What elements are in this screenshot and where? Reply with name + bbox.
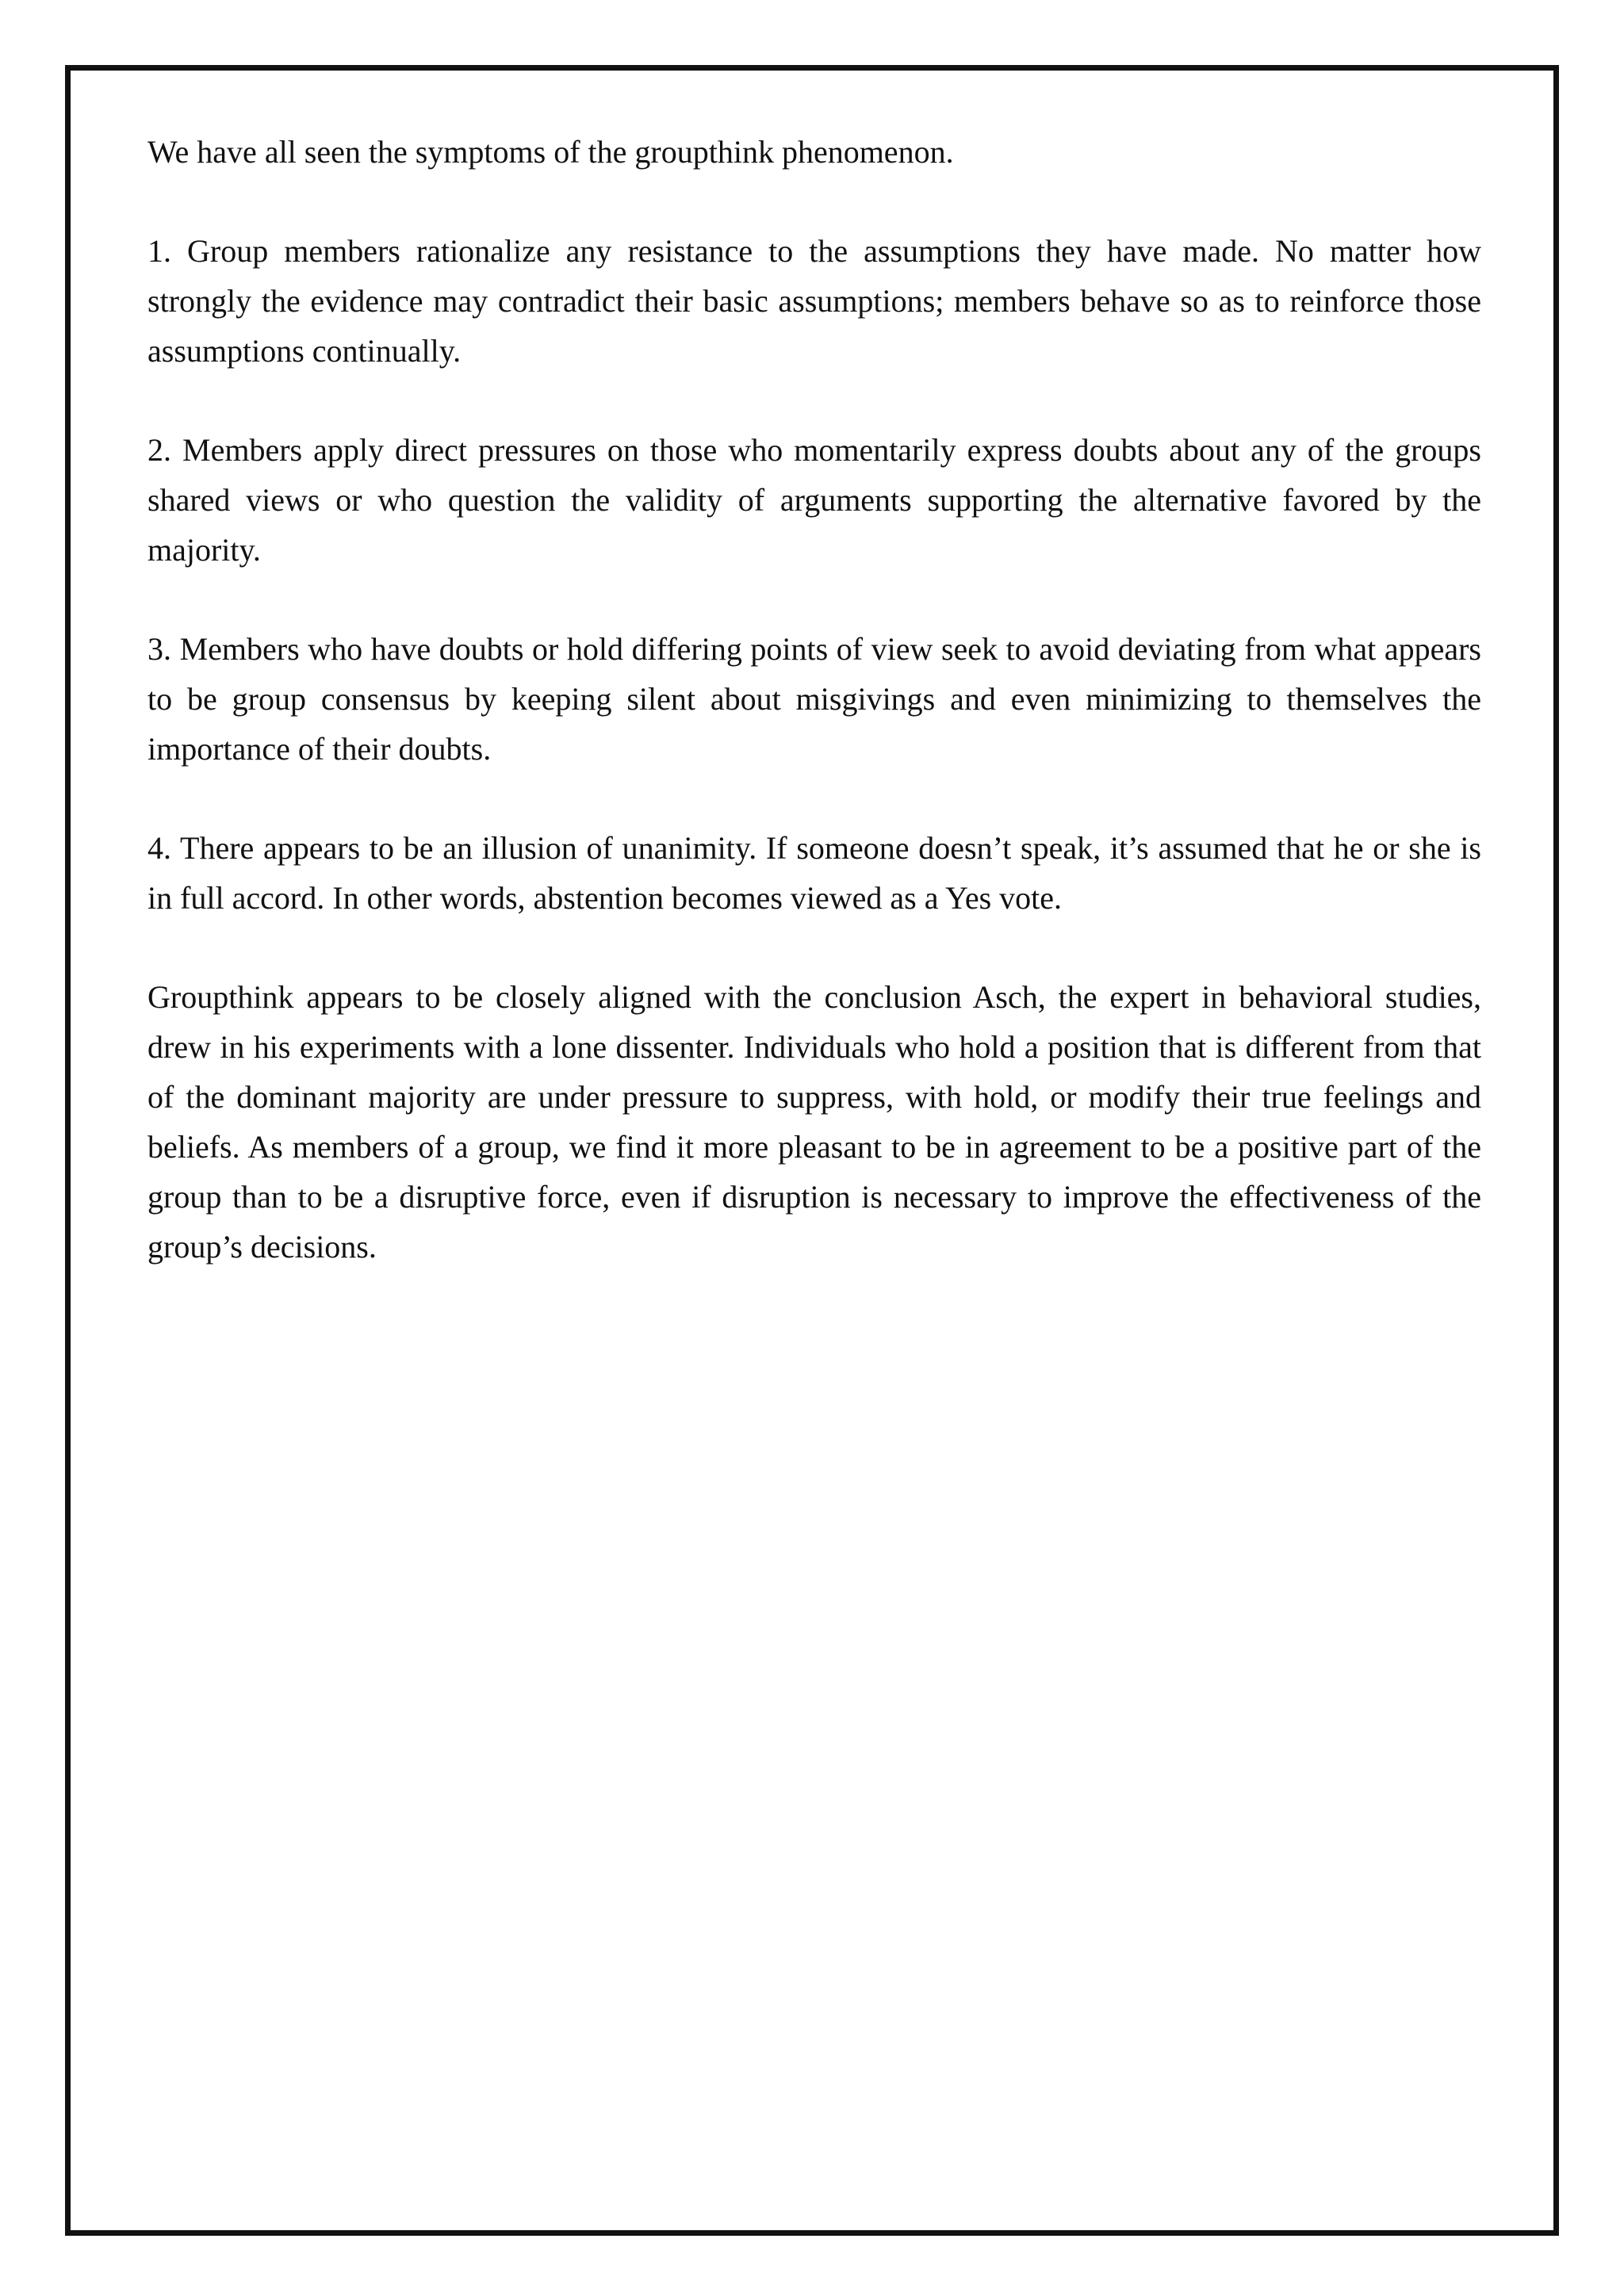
conclusion-paragraph: Groupthink appears to be closely aligned with the conclusion Asch, the expert in behavioral studies, drew in his experiments with a lone dissenter. Individuals who hold a position that is different from that of the dominant majority are under pressure to suppress, with hold, or modify their true feelings and beliefs. As members of a group, we find it more pleasant to be in agreement to be a positive part of the group than to be a disruptive force, even if disruption is necessary to improve the effectiveness of the group’s decisions.: [147, 979, 1481, 1265]
document-body: [147, 127, 1481, 1321]
symptom-paragraph-1: 1. Group members rationalize any resistance to the assumptions they have made. No matter how strongly the evidence may contradict their basic assumptions; members behave so as to reinforce those assumptions continually.: [147, 233, 1481, 369]
symptom-paragraph-4: 4. There appears to be an illusion of unanimity. If someone doesn’t speak, it’s assumed that he or she is in full accord. In other words, abstention becomes viewed as a Yes vote.: [147, 830, 1481, 916]
symptom-paragraph-3: 3. Members who have doubts or hold differing points of view seek to avoid deviating from what appears to be group consensus by keeping silent about misgivings and even minimizing to themselves the importance of their doubts.: [147, 631, 1481, 767]
intro-paragraph: We have all seen the symptoms of the groupthink phenomenon.: [147, 134, 954, 170]
symptom-paragraph-2: 2. Members apply direct pressures on those who momentarily express doubts about any of the groups shared views or who question the validity of arguments supporting the alternative favored by the majority.: [147, 432, 1481, 568]
